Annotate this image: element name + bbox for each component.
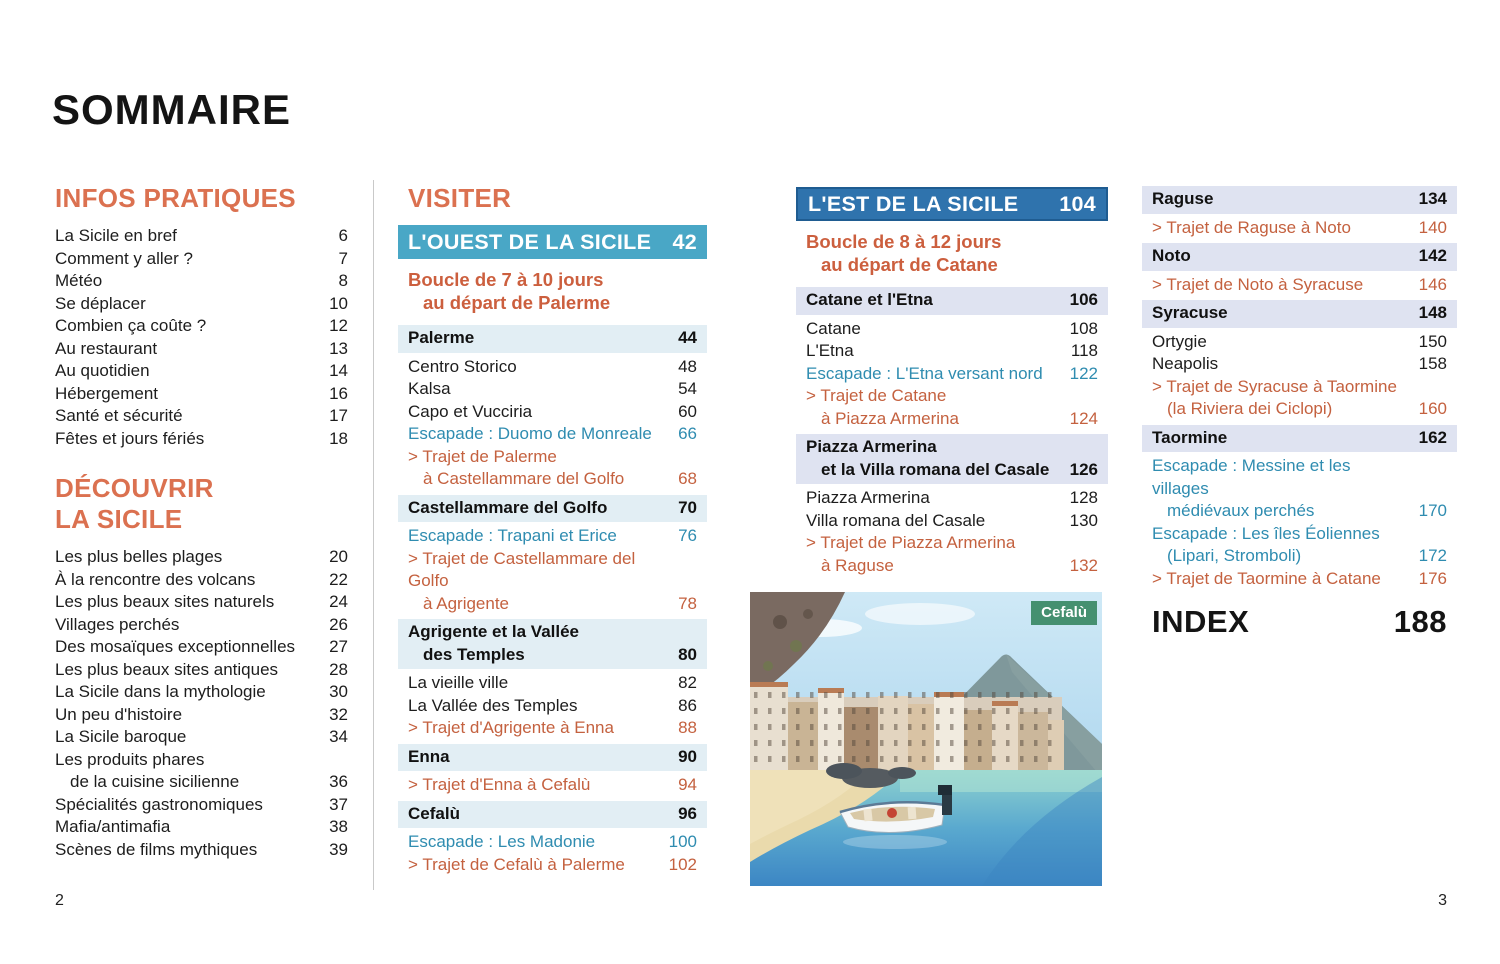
entry-page-number: 96 [678,803,697,823]
toc-entry [806,510,1098,533]
entry-label: Capo et Vucciria [408,401,533,421]
entry-label: Piazza Armerina [806,488,930,507]
entry-page-number: 132 [1069,555,1098,575]
toc-entry [408,774,697,797]
entry-label: Cefalù [408,803,460,823]
entry-page-number: 172 [1418,546,1447,565]
toc-entry [1152,217,1447,240]
entry-label: Catane et l'Etna [806,290,933,309]
toc-entry [1142,300,1457,328]
toc-entry [55,405,348,428]
subtitle-line: Boucle de 8 à 12 jours [806,231,1002,252]
ouest-entries-list [408,325,697,876]
entry-label: Les plus beaux sites antiques [55,659,279,679]
entry-label: Villages perchés [55,614,180,634]
subtitle-line: au départ de Catane [821,254,998,275]
column-ouest [408,183,697,876]
toc-entry [408,423,697,446]
toc-entry [55,704,348,727]
toc-entry [55,315,348,338]
entry-label: > Trajet de Taormine à Catane [1152,568,1381,588]
entry-label: Ortygie [1152,331,1207,351]
entry-label: Enna [408,746,450,766]
toc-entry [796,287,1108,315]
toc-entry [55,546,348,569]
entry-page-number: 126 [1069,459,1098,479]
entry-label: Un peu d'histoire [55,704,183,724]
toc-entry [55,428,348,451]
section-heading-infos-pratiques: INFOS PRATIQUES [55,183,296,213]
toc-entry [55,338,348,361]
toc-entry [55,591,348,614]
entry-label: La Sicile baroque [55,727,187,746]
entry-page-number: 68 [678,469,697,488]
folio-right: 3 [1438,892,1447,909]
index-label: INDEX [1152,604,1250,639]
toc-entry [806,487,1098,510]
section-heading-visiter: VISITER [408,183,512,213]
entry-label: Hébergement [55,383,159,403]
toc-entry [1142,243,1457,271]
entry-page-number: 130 [1069,510,1098,530]
col4-entries-list [1152,186,1447,590]
entry-label: Castellammare del Golfo [408,497,608,517]
toc-entry [55,248,348,271]
entry-label: Combien ça coûte ? [55,316,207,335]
entry-label: > Trajet de Palerme à Castellammare del Golfo [408,446,625,488]
entry-page-number: 80 [678,644,697,664]
toc-entry [408,854,697,877]
banner-ouest-sicile [398,225,707,259]
entry-page-number: 27 [329,637,348,656]
entry-label: La Sicile dans la mythologie [55,682,266,701]
entry-page-number: 36 [329,772,348,791]
toc-entry [55,636,348,659]
page-title: SOMMAIRE [52,86,291,133]
entry-label: L'Etna [806,341,854,360]
entry-label: > Trajet de Cefalù à Palerme [408,854,625,874]
entry-page-number: 20 [329,547,348,566]
entry-label: Centro Storico [408,356,517,376]
entry-label: Les plus beaux sites naturels [55,592,275,611]
entry-label: Escapade : Les îles Éoliennes (Lipari, Stromboli) [1152,523,1380,565]
entry-label: Neapolis [1152,354,1219,373]
toc-entry [1152,523,1447,568]
toc-entry [806,340,1098,363]
loop-subtitle-est [806,230,1098,276]
entry-page-number: 90 [678,746,697,766]
entry-page-number: 118 [1070,341,1098,360]
toc-entry [398,801,707,829]
subtitle-line: au départ de Palerme [423,292,611,313]
toc-entry [55,614,348,637]
entry-page-number: 17 [329,406,348,425]
banner-est-sicile [796,187,1108,221]
entry-label: Se déplacer [55,293,146,313]
toc-entry [1152,568,1447,591]
entry-page-number: 6 [338,226,348,245]
entry-page-number: 106 [1069,290,1098,309]
entry-label: Mafia/antimafia [55,817,171,836]
banner-page: 42 [672,229,697,254]
entry-page-number: 150 [1418,331,1447,351]
entry-label: Agrigente et la Vallée des Temples [408,622,580,664]
entry-label: Piazza Armerina et la Villa romana del Casale [806,437,1050,479]
entry-page-number: 60 [678,401,697,421]
toc-entry [55,681,348,704]
toc-entry [408,401,697,424]
toc-entry [55,383,348,406]
entry-page-number: 26 [329,614,348,634]
entry-page-number: 86 [678,695,697,715]
toc-entry [408,548,697,616]
toc-entry [408,717,697,740]
entry-label: À la rencontre des volcans [55,569,256,589]
entry-label: > Trajet d'Agrigente à Enna [408,718,614,737]
toc-entry [398,495,707,523]
banner-label: L'OUEST DE LA SICILE [408,229,652,254]
index-row [1152,604,1447,640]
entry-page-number: 16 [329,383,348,403]
entry-page-number: 34 [329,727,348,746]
toc-entry [408,356,697,379]
toc-entry [55,270,348,293]
entry-label: Raguse [1152,189,1214,208]
entry-page-number: 176 [1418,568,1447,588]
entry-label: Des mosaïques exceptionnelles [55,637,296,656]
entry-page-number: 54 [678,379,697,398]
entry-page-number: 128 [1069,488,1098,507]
entry-page-number: 8 [338,271,348,290]
entry-label: Syracuse [1152,303,1228,322]
toc-entry [55,293,348,316]
entry-page-number: 140 [1418,217,1447,237]
entry-page-number: 13 [329,338,348,358]
entry-label: Escapade : Trapani et Erice [408,526,617,545]
entry-page-number: 32 [329,704,348,724]
column-divider [373,180,374,890]
entry-page-number: 70 [678,497,697,517]
entry-label: La vieille ville [408,673,509,692]
section-heading-decouvrir [55,473,348,535]
entry-label: Au quotidien [55,361,150,380]
folio-left: 2 [55,892,64,909]
toc-entry [1152,455,1447,523]
entry-page-number: 12 [329,316,348,335]
entry-label: Fêtes et jours fériés [55,428,205,448]
cefalu-photo-illustration [750,592,1102,886]
toc-entry [55,726,348,749]
subtitle-line: Boucle de 7 à 10 jours [408,269,604,290]
entry-label: Au restaurant [55,338,158,358]
toc-entry [408,695,697,718]
entry-label: Escapade : Messine et les villages médiévaux perchés [1152,456,1351,520]
entry-page-number: 170 [1418,501,1447,520]
toc-entry [55,816,348,839]
toc-entry [1152,274,1447,297]
toc-entry [1142,186,1457,214]
entry-label: > Trajet de Castellammare del Golfo à Agrigente [408,548,636,613]
toc-entry [408,525,697,548]
toc-entry [398,325,707,353]
banner-page: 104 [1059,191,1096,216]
entry-page-number: 100 [668,832,697,851]
toc-entry [806,385,1098,430]
column-infos-decouvrir [55,183,348,861]
entry-page-number: 102 [668,854,697,874]
entry-page-number: 66 [678,424,697,443]
toc-entry [398,619,707,669]
entry-page-number: 39 [329,839,348,859]
toc-entry [398,744,707,772]
entry-label: Taormine [1152,427,1228,447]
entry-page-number: 134 [1418,189,1447,208]
decouvrir-list [55,546,348,861]
entry-page-number: 48 [678,356,697,376]
entry-page-number: 158 [1418,354,1447,373]
toc-entry [55,659,348,682]
column-raguse-taormine [1152,182,1447,640]
toc-entry [806,318,1098,341]
toc-entry [408,672,697,695]
index-page: 188 [1393,604,1447,639]
toc-entry [1152,353,1447,376]
entry-page-number: 124 [1069,408,1098,428]
toc-entry [796,434,1108,484]
cefalu-photo [750,592,1102,886]
toc-entry [806,363,1098,386]
infos-pratiques-list [55,225,348,450]
entry-label: > Trajet de Raguse à Noto [1152,217,1351,237]
toc-entry [55,749,348,794]
entry-label: > Trajet de Noto à Syracuse [1152,274,1364,294]
entry-label: Spécialités gastronomiques [55,794,263,814]
toc-entry [55,794,348,817]
entry-page-number: 22 [329,569,348,589]
banner-label: L'EST DE LA SICILE [808,191,1019,216]
entry-page-number: 28 [329,659,348,679]
entry-label: > Trajet de Catane à Piazza Armerina [806,386,959,428]
entry-label: Météo [55,271,103,290]
entry-label: Santé et sécurité [55,406,183,425]
toc-entry [408,831,697,854]
entry-label: Noto [1152,246,1191,265]
entry-page-number: 160 [1418,399,1447,418]
entry-page-number: 146 [1418,274,1447,294]
entry-label: La Sicile en bref [55,226,177,245]
entry-page-number: 122 [1069,363,1098,383]
entry-label: Villa romana del Casale [806,510,986,530]
entry-page-number: 78 [678,593,697,613]
toc-entry [408,446,697,491]
toc-entry [408,378,697,401]
entry-page-number: 30 [329,682,348,701]
entry-page-number: 76 [678,526,697,545]
toc-entry [1152,331,1447,354]
entry-page-number: 37 [329,794,348,814]
toc-entry [1142,425,1457,453]
toc-entry [55,839,348,862]
entry-page-number: 10 [329,293,348,313]
entry-page-number: 82 [678,673,697,692]
entry-page-number: 24 [329,592,348,611]
entry-label: > Trajet de Syracuse à Taormine (la Riviera dei Ciclopi) [1152,376,1397,418]
entry-label: Palerme [408,328,475,347]
heading-line: DÉCOUVRIR [55,473,214,503]
entry-label: La Vallée des Temples [408,695,578,715]
entry-page-number: 14 [329,361,348,380]
entry-label: Les plus belles plages [55,547,223,566]
entry-label: Escapade : Les Madonie [408,832,596,851]
entry-page-number: 88 [678,718,697,737]
est-entries-list [806,287,1098,577]
toc-entry [806,532,1098,577]
entry-page-number: 7 [338,248,348,268]
entry-label: Kalsa [408,379,451,398]
column-est [806,187,1098,577]
entry-label: > Trajet d'Enna à Cefalù [408,775,591,794]
loop-subtitle-ouest [408,268,697,314]
heading-line: LA SICILE [55,504,183,534]
toc-entry [1152,376,1447,421]
toc-entry [55,360,348,383]
entry-page-number: 108 [1069,318,1098,338]
entry-label: Scènes de films mythiques [55,839,258,859]
toc-entry [55,569,348,592]
entry-label: > Trajet de Piazza Armerina à Raguse [806,533,1016,575]
entry-page-number: 94 [678,775,697,794]
entry-page-number: 44 [678,328,697,347]
entry-label: Escapade : L'Etna versant nord [806,363,1043,383]
entry-page-number: 162 [1418,427,1447,447]
entry-page-number: 142 [1418,246,1447,265]
entry-page-number: 18 [329,428,348,448]
toc-entry [55,225,348,248]
entry-label: Catane [806,318,861,338]
entry-page-number: 38 [329,817,348,836]
entry-label: Escapade : Duomo de Monreale [408,424,652,443]
photo-location-badge: Cefalù [1031,601,1097,625]
entry-page-number: 148 [1418,303,1447,322]
entry-label: Comment y aller ? [55,248,193,268]
entry-label: Les produits phares de la cuisine sicilienne [55,749,240,791]
